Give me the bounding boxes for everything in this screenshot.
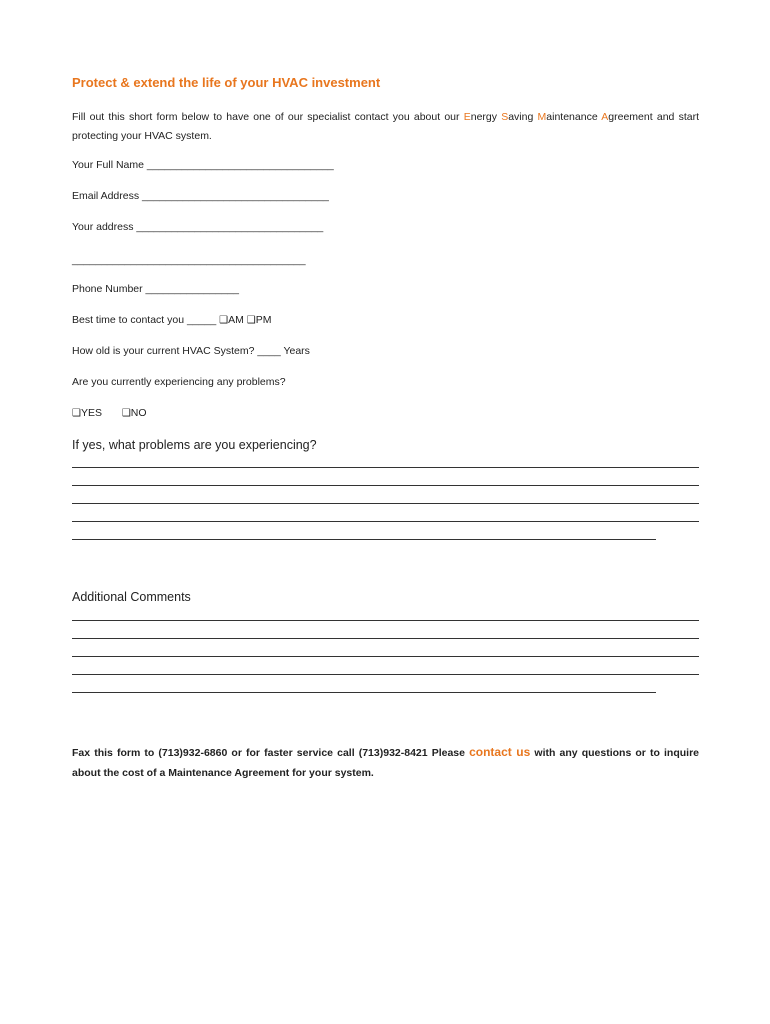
- problems-question: Are you currently experiencing any problems?: [72, 376, 286, 388]
- intro-initial-a: A: [601, 111, 609, 123]
- full-name-field[interactable]: Your Full Name ________________________________: [72, 159, 334, 171]
- yes-no-row: [72, 407, 147, 419]
- intro-text-after: and start protecting your HVAC system.: [72, 111, 699, 142]
- comments-line-1[interactable]: [72, 620, 699, 621]
- no-checkbox-icon[interactable]: ❑: [121, 408, 131, 419]
- intro-word-rest-m: aintenance: [546, 111, 602, 123]
- footer-text-after: with any questions or to inquire about the cost of a Maintenance Agreement for your system.: [72, 747, 699, 779]
- problems-line-2[interactable]: [72, 485, 699, 486]
- intro-initial-e: E: [463, 111, 471, 123]
- problems-heading: If yes, what problems are you experiencing?: [72, 438, 317, 452]
- comments-line-4[interactable]: [72, 674, 699, 675]
- comments-line-2[interactable]: [72, 638, 699, 639]
- address-line2-field[interactable]: ________________________________________: [72, 254, 306, 266]
- comments-line-5[interactable]: [72, 692, 656, 693]
- best-time-field[interactable]: Best time to contact you _____: [72, 314, 217, 326]
- page-title: Protect & extend the life of your HVAC investment: [72, 75, 381, 90]
- intro-word-rest-s: aving: [508, 111, 538, 123]
- intro-text-before: Fill out this short form below to have one of our specialist contact you about our: [72, 111, 464, 123]
- footer-text-before: Fax this form to (713)932-6860 or for faster service call (713)932-8421 Please: [72, 747, 470, 759]
- address-field[interactable]: Your address ________________________________: [72, 221, 324, 233]
- am-label: AM: [228, 314, 244, 326]
- pm-label: PM: [255, 314, 272, 326]
- best-time-row: [72, 314, 271, 326]
- footer-note: [72, 742, 699, 783]
- no-label: NO: [130, 407, 147, 419]
- comments-line-3[interactable]: [72, 656, 699, 657]
- problems-line-4[interactable]: [72, 521, 699, 522]
- problems-line-1[interactable]: [72, 467, 699, 468]
- intro-initial-m: M: [537, 111, 547, 123]
- phone-field[interactable]: Phone Number ________________: [72, 283, 239, 295]
- problems-line-5[interactable]: [72, 539, 656, 540]
- yes-label: YES: [80, 407, 102, 419]
- email-field[interactable]: Email Address ________________________________: [72, 190, 329, 202]
- yes-checkbox-icon[interactable]: ❑: [72, 408, 81, 419]
- contact-us-link[interactable]: contact us: [469, 745, 531, 759]
- intro-initial-s: S: [501, 111, 509, 123]
- comments-heading: Additional Comments: [72, 590, 191, 604]
- pm-checkbox-icon[interactable]: ❑: [246, 315, 256, 326]
- am-checkbox-icon[interactable]: ❑: [219, 315, 229, 326]
- intro-word-rest-e: nergy: [470, 111, 502, 123]
- problems-line-3[interactable]: [72, 503, 699, 504]
- intro-word-rest-a: greement: [608, 111, 653, 123]
- intro-paragraph: [72, 108, 699, 146]
- hvac-age-field[interactable]: How old is your current HVAC System? ____ Years: [72, 345, 310, 357]
